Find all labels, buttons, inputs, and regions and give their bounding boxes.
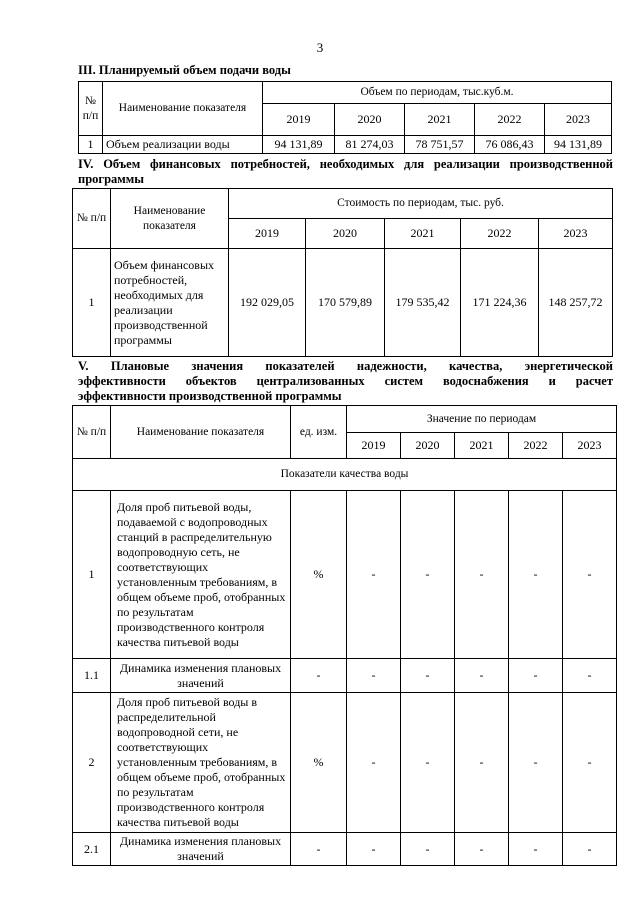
year-header: 2022 bbox=[509, 433, 563, 459]
financial-needs-table bbox=[72, 188, 613, 357]
value-cell: 171 224,36 bbox=[461, 249, 539, 357]
row-number: 2.1 bbox=[73, 833, 111, 866]
col-no-header: № п/п bbox=[73, 189, 111, 249]
year-header: 2020 bbox=[306, 219, 385, 249]
value-cell: 94 131,89 bbox=[263, 136, 335, 154]
value-cell: - bbox=[401, 833, 455, 866]
section3-title: III. Планируемый объем подачи воды bbox=[78, 63, 291, 77]
table-row bbox=[73, 659, 617, 693]
value-cell: - bbox=[347, 833, 401, 866]
year-header: 2023 bbox=[545, 104, 612, 136]
row-number: 1 bbox=[73, 249, 111, 357]
year-header: 2023 bbox=[539, 219, 613, 249]
quality-indicators-table bbox=[72, 405, 617, 866]
value-cell: - bbox=[455, 693, 509, 833]
value-cell: - bbox=[455, 833, 509, 866]
table-row bbox=[73, 833, 617, 866]
section4-title-line2: программы bbox=[78, 172, 145, 186]
year-header: 2021 bbox=[455, 433, 509, 459]
value-cell: 81 274,03 bbox=[335, 136, 405, 154]
col-name-header: Наименование показателя bbox=[103, 82, 263, 136]
section4-title-line1: IV. Объем финансовых потребностей, необходимых для реализации производственной bbox=[78, 157, 613, 171]
row-number: 1 bbox=[73, 491, 111, 659]
year-header: 2019 bbox=[263, 104, 335, 136]
section5-title-line2: эффективности объектов централизованных систем водоснабжения и расчет bbox=[78, 374, 613, 388]
row-name: Доля проб питьевой воды в распределительной водопроводной сети, не соответствующих установленным требованиям, в общем объеме проб, отобранных по результатам производственного контроля качества питьевой воды bbox=[111, 693, 291, 833]
value-cell: 170 579,89 bbox=[306, 249, 385, 357]
row-name: Объем финансовых потребностей, необходимых для реализации производственной программы bbox=[111, 249, 229, 357]
unit-cell: % bbox=[291, 491, 347, 659]
value-cell: 148 257,72 bbox=[539, 249, 613, 357]
value-cell: - bbox=[455, 491, 509, 659]
value-cell: 192 029,05 bbox=[229, 249, 306, 357]
col-no-header: № п/п bbox=[79, 82, 103, 136]
row-name: Динамика изменения плановых значений bbox=[111, 659, 291, 693]
value-cell: - bbox=[401, 491, 455, 659]
value-cell: 78 751,57 bbox=[405, 136, 475, 154]
row-name: Объем реализации воды bbox=[103, 136, 263, 154]
page-number: 3 bbox=[316, 40, 324, 55]
year-header: 2020 bbox=[401, 433, 455, 459]
value-cell: - bbox=[401, 693, 455, 833]
year-header: 2021 bbox=[405, 104, 475, 136]
row-number: 2 bbox=[73, 693, 111, 833]
year-header: 2019 bbox=[347, 433, 401, 459]
row-number: 1 bbox=[79, 136, 103, 154]
value-cell: - bbox=[509, 659, 563, 693]
period-group-header: Объем по периодам, тыс.куб.м. bbox=[263, 82, 612, 104]
value-cell: - bbox=[509, 833, 563, 866]
col-name-header: Наименование показателя bbox=[111, 406, 291, 459]
value-cell: - bbox=[563, 833, 617, 866]
value-cell: 94 131,89 bbox=[545, 136, 612, 154]
value-cell: - bbox=[509, 693, 563, 833]
value-cell: - bbox=[563, 693, 617, 833]
col-unit-header: ед. изм. bbox=[291, 406, 347, 459]
col-name-header: Наименование показателя bbox=[111, 189, 229, 249]
year-header: 2019 bbox=[229, 219, 306, 249]
subheader-quality: Показатели качества воды bbox=[73, 459, 617, 491]
year-header: 2023 bbox=[563, 433, 617, 459]
table-row bbox=[79, 136, 612, 154]
year-header: 2022 bbox=[461, 219, 539, 249]
section5-title-line3: эффективности производственной программы bbox=[78, 389, 342, 403]
period-group-header: Стоимость по периодам, тыс. руб. bbox=[229, 189, 613, 219]
year-header: 2022 bbox=[475, 104, 545, 136]
value-cell: - bbox=[347, 659, 401, 693]
value-cell: - bbox=[401, 659, 455, 693]
row-name: Доля проб питьевой воды, подаваемой с водопроводных станций в распределительную водопроводную сеть, не соответствующих установленным требованиям, в общем объеме проб, отобранных по результатам производственного контроля качества питьевой воды bbox=[111, 491, 291, 659]
unit-cell: - bbox=[291, 659, 347, 693]
col-no-header: № п/п bbox=[73, 406, 111, 459]
value-cell: - bbox=[455, 659, 509, 693]
year-header: 2020 bbox=[335, 104, 405, 136]
value-cell: - bbox=[563, 491, 617, 659]
value-cell: 76 086,43 bbox=[475, 136, 545, 154]
table-row bbox=[73, 249, 613, 357]
table-row bbox=[73, 693, 617, 833]
value-cell: - bbox=[347, 693, 401, 833]
year-header: 2021 bbox=[385, 219, 461, 249]
value-cell: - bbox=[347, 491, 401, 659]
unit-cell: % bbox=[291, 693, 347, 833]
value-cell: - bbox=[563, 659, 617, 693]
value-cell: - bbox=[509, 491, 563, 659]
row-name: Динамика изменения плановых значений bbox=[111, 833, 291, 866]
row-number: 1.1 bbox=[73, 659, 111, 693]
period-group-header: Значение по периодам bbox=[347, 406, 617, 433]
table-row bbox=[73, 491, 617, 659]
supply-volume-table bbox=[78, 81, 612, 154]
section5-title-line1: V. Плановые значения показателей надежности, качества, энергетической bbox=[78, 359, 613, 373]
unit-cell: - bbox=[291, 833, 347, 866]
value-cell: 179 535,42 bbox=[385, 249, 461, 357]
